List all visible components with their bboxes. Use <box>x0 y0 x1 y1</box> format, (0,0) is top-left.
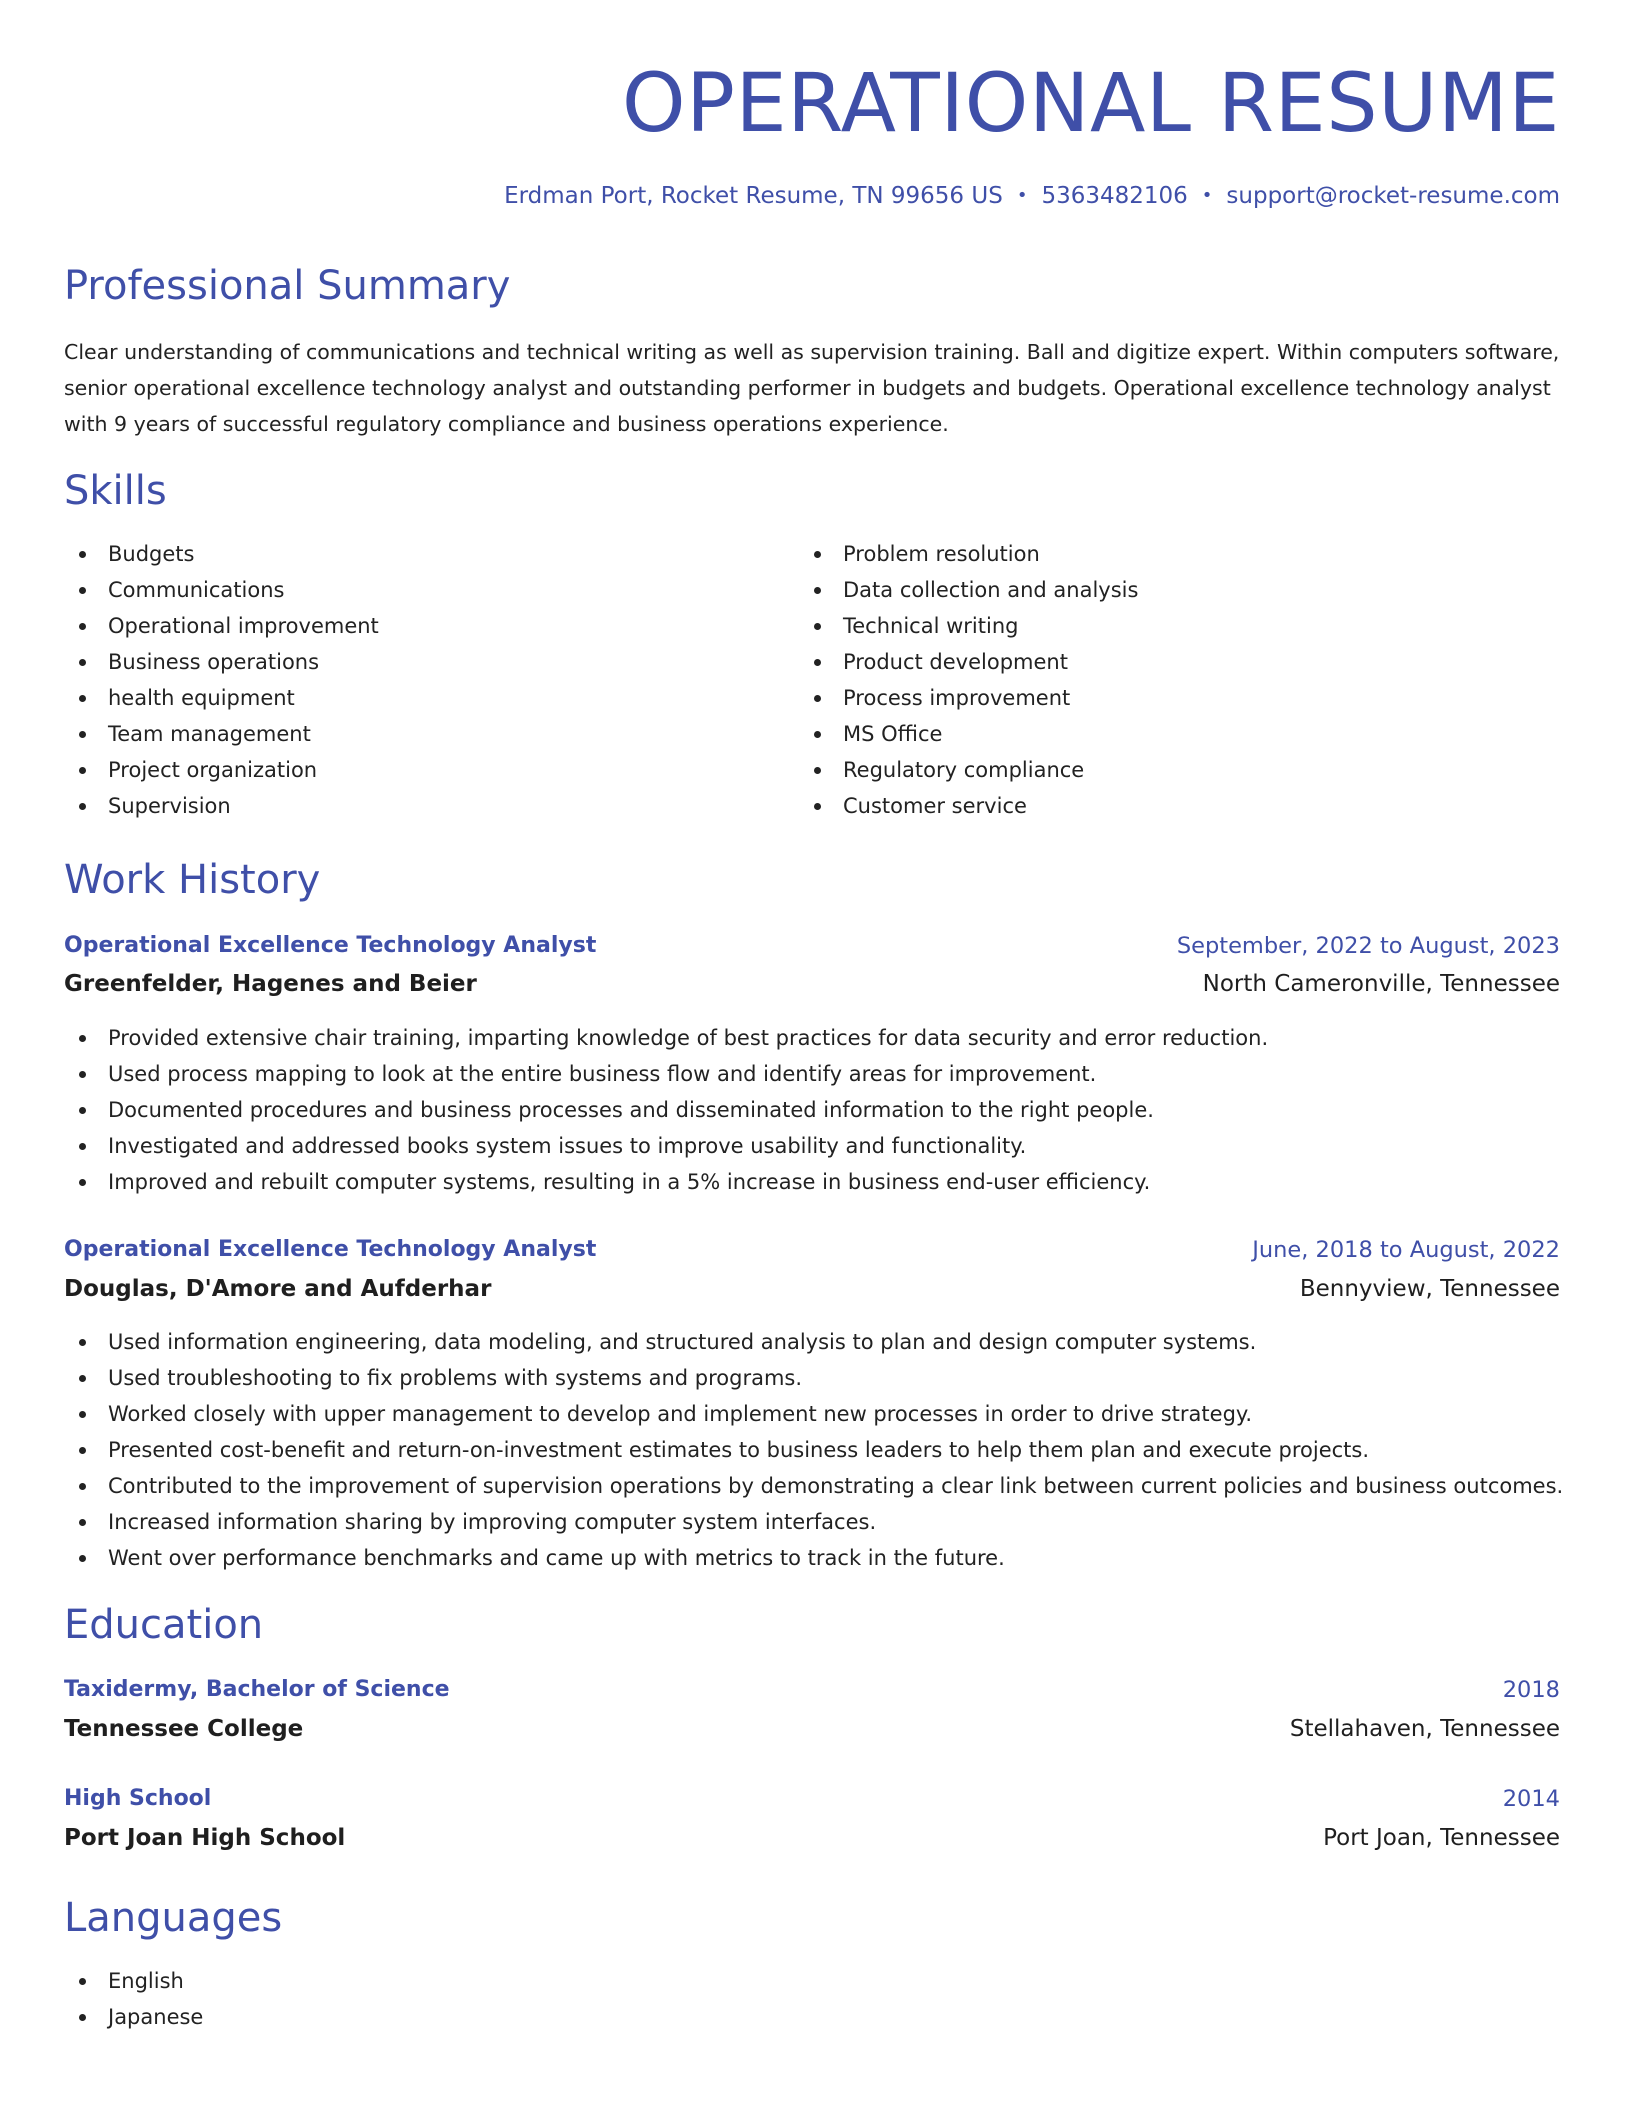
job-header <box>64 1232 1560 1268</box>
education-year: 2014 <box>1502 1786 1560 1812</box>
skill-item: Operational improvement <box>64 608 379 644</box>
job-bullet: Provided extensive chair training, imparting knowledge of best practices for data security and error reduction. <box>64 1020 1268 1056</box>
contact-phone: 5363482106 <box>1041 183 1188 209</box>
education-school: Tennessee College <box>64 1716 304 1742</box>
skill-item: Budgets <box>64 536 379 572</box>
education-header <box>64 1672 1560 1708</box>
job-company: Douglas, D'Amore and Aufderhar <box>64 1276 492 1302</box>
job-employer <box>64 1271 1560 1307</box>
contact-separator: • <box>1201 185 1213 206</box>
job-bullet: Presented cost-benefit and return-on-investment estimates to business leaders to help them plan and execute projects. <box>64 1432 1563 1468</box>
summary-text: Clear understanding of communications and technical writing as well as supervision training. Ball and digitize expert. Within computers software, senior operational excellence technology analyst and outstanding performer in budgets and budgets. Operational excellence technology analyst with 9 years of successful regulatory compliance and business operations experience. <box>64 340 1560 436</box>
job-dates: September, 2022 to August, 2023 <box>1176 933 1560 959</box>
skill-item: health equipment <box>64 680 379 716</box>
skill-item: Problem resolution <box>799 536 1138 572</box>
skills-heading: Skills <box>64 468 167 514</box>
job-employer <box>64 966 1560 1002</box>
education-school-row <box>64 1820 1560 1856</box>
skill-item: MS Office <box>799 716 1138 752</box>
contact-line <box>504 180 1560 214</box>
skill-item: Product development <box>799 644 1138 680</box>
job-bullet: Used information engineering, data modeling, and structured analysis to plan and design computer systems. <box>64 1324 1563 1360</box>
job-location: Bennyview, Tennessee <box>1299 1276 1560 1302</box>
skills-list-left <box>64 536 379 824</box>
contact-email[interactable]: support@rocket-resume.com <box>1226 183 1560 209</box>
job-bullet: Contributed to the improvement of supervision operations by demonstrating a clear link between current policies and business outcomes. <box>64 1468 1563 1504</box>
skills-list-right <box>799 536 1138 824</box>
job-title: Operational Excellence Technology Analyst <box>64 1237 597 1262</box>
job-bullet: Improved and rebuilt computer systems, resulting in a 5% increase in business end-user efficiency. <box>64 1164 1268 1200</box>
skill-item: Process improvement <box>799 680 1138 716</box>
languages-list <box>64 1963 203 2035</box>
skill-item: Team management <box>64 716 379 752</box>
summary-heading: Professional Summary <box>64 263 511 309</box>
job-bullet: Worked closely with upper management to develop and implement new processes in order to drive strategy. <box>64 1396 1563 1432</box>
contact-separator: • <box>1016 185 1028 206</box>
job-bullet: Used troubleshooting to fix problems with systems and programs. <box>64 1360 1563 1396</box>
skill-item: Project organization <box>64 752 379 788</box>
job-bullet: Used process mapping to look at the entire business flow and identify areas for improvement. <box>64 1056 1268 1092</box>
skill-item: Communications <box>64 572 379 608</box>
education-location: Stellahaven, Tennessee <box>1289 1716 1560 1742</box>
education-degree: High School <box>64 1786 212 1811</box>
skill-item: Business operations <box>64 644 379 680</box>
work-heading: Work History <box>64 857 321 903</box>
education-heading: Education <box>64 1602 264 1648</box>
job-bullets <box>64 1020 1268 1200</box>
resume-title: OPERATIONAL RESUME <box>621 57 1560 151</box>
skill-item: Data collection and analysis <box>799 572 1138 608</box>
job-bullet: Increased information sharing by improving computer system interfaces. <box>64 1504 1563 1540</box>
job-bullet: Went over performance benchmarks and came up with metrics to track in the future. <box>64 1540 1563 1576</box>
job-bullets <box>64 1324 1563 1576</box>
skill-item: Regulatory compliance <box>799 752 1138 788</box>
job-location: North Cameronville, Tennessee <box>1202 971 1560 997</box>
job-company: Greenfelder, Hagenes and Beier <box>64 971 477 997</box>
job-bullet: Investigated and addressed books system issues to improve usability and functionality. <box>64 1128 1268 1164</box>
language-item: Japanese <box>64 1999 203 2035</box>
education-degree: Taxidermy, Bachelor of Science <box>64 1677 450 1702</box>
education-school: Port Joan High School <box>64 1825 346 1851</box>
skill-item: Customer service <box>799 788 1138 824</box>
job-dates: June, 2018 to August, 2022 <box>1252 1237 1560 1263</box>
contact-address: Erdman Port, Rocket Resume, TN 99656 US <box>504 183 1003 209</box>
education-location: Port Joan, Tennessee <box>1323 1825 1560 1851</box>
education-year: 2018 <box>1502 1677 1560 1703</box>
job-bullet: Documented procedures and business processes and disseminated information to the right people. <box>64 1092 1268 1128</box>
skill-item: Technical writing <box>799 608 1138 644</box>
education-school-row <box>64 1711 1560 1747</box>
job-title: Operational Excellence Technology Analyst <box>64 933 597 958</box>
language-item: English <box>64 1963 203 1999</box>
job-header <box>64 928 1560 964</box>
skill-item: Supervision <box>64 788 379 824</box>
languages-heading: Languages <box>64 1895 283 1941</box>
education-header <box>64 1781 1560 1817</box>
